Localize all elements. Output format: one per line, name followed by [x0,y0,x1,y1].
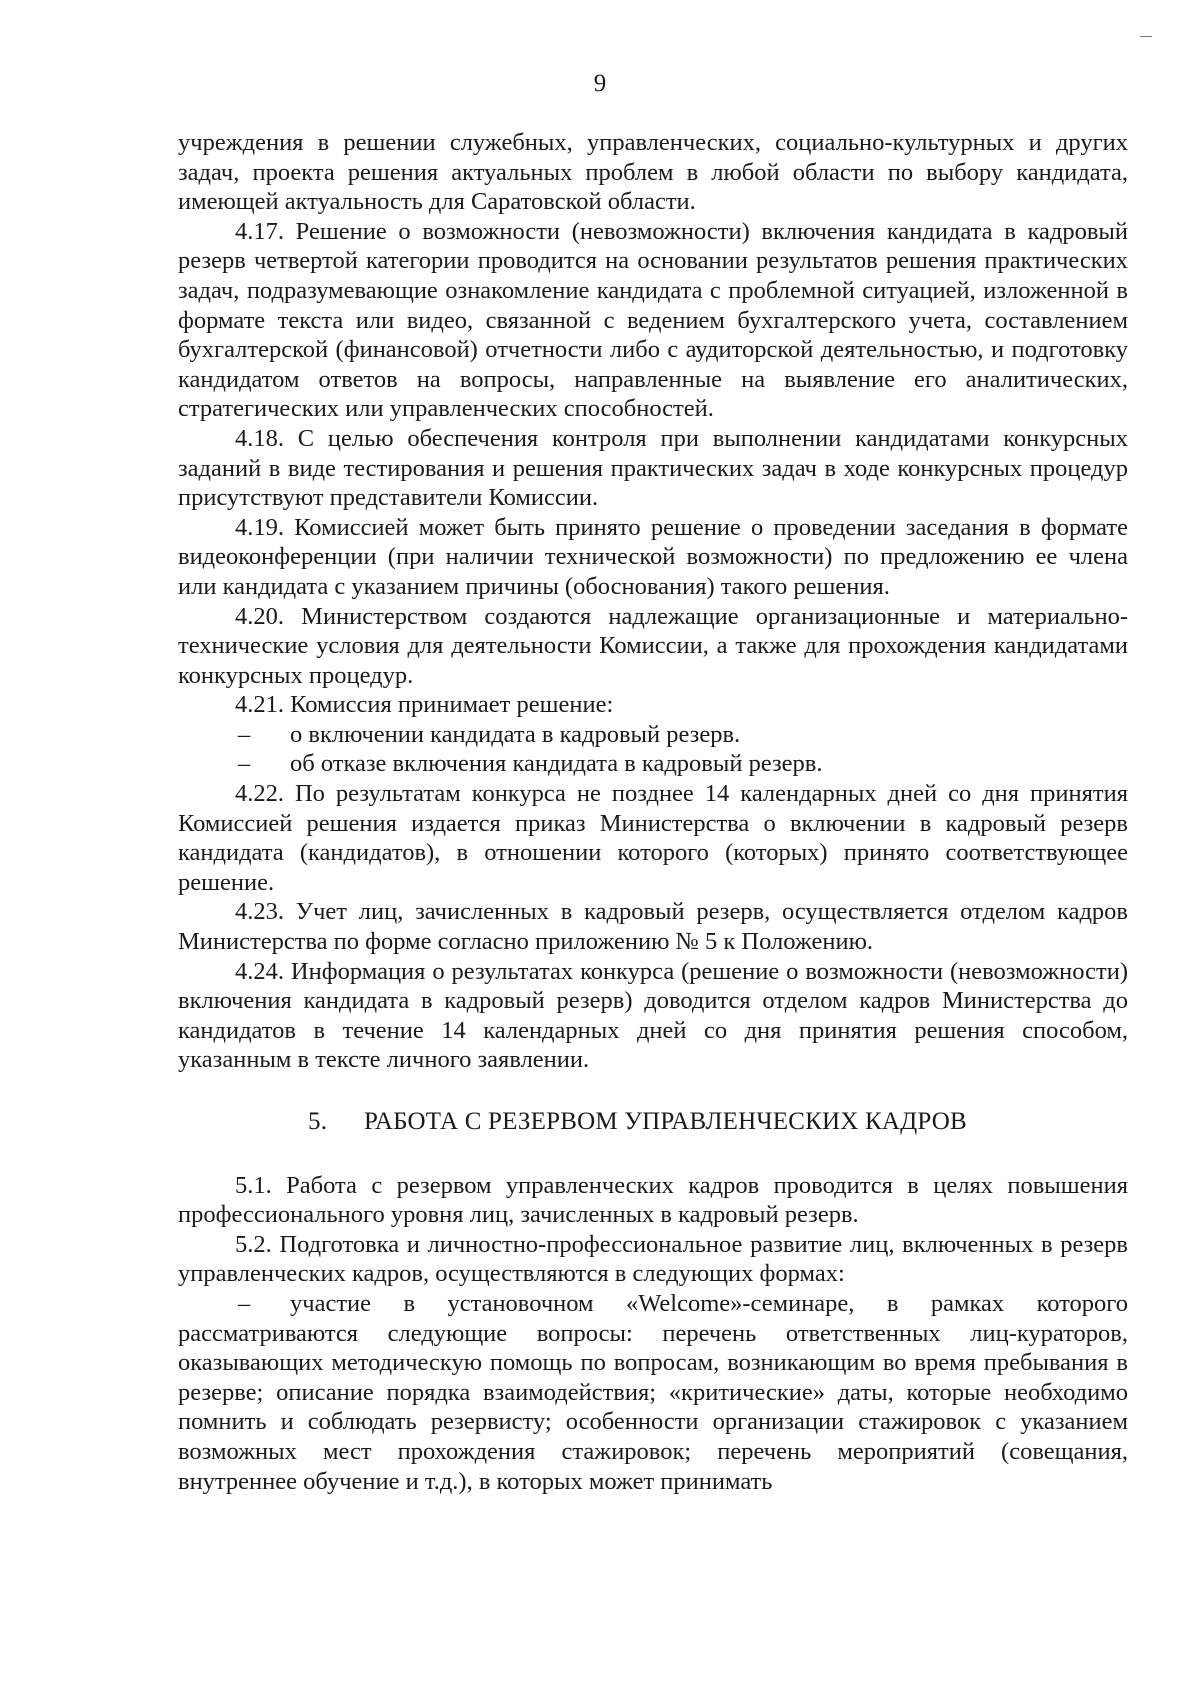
section-number: 5. [308,1108,328,1135]
paragraph-continuation: учреждения в решении служебных, управленческих, социально-культурных и других задач, проекта решения актуальных проблем в любой области по выбору кандидата, имеющей актуальность для Саратовской области. [178,129,1128,216]
list-item-text: участие в установочном «Welcome»-семинаре, в рамках которого рассматриваются следующие вопросы: перечень ответственных лиц-кураторов, оказывающих методическую помощь по вопросам, возникающим во время пребывания в резерве; описание порядка взаимодействия; «критические» даты, которые необходимо помнить и соблюдать резервисту; особенности организации стажировок с указанием возможных мест прохождения стажировок; перечень мероприятий (совещания, внутреннее обучение и т.д.), в которых может принимать [178,1289,1128,1495]
dash-bullet: – [238,750,251,778]
paragraph-4-18: 4.18. С целью обеспечения контроля при выполнении кандидатами конкурсных заданий в виде тестирования и решения практических задач в ходе конкурсных процедур присутствуют представители Комиссии. [178,424,1128,512]
dash-bullet: – [238,720,251,748]
list-item [178,749,1128,779]
paragraph-4-24: 4.24. Информация о результатах конкурса (решение о возможности (невозможности) включения кандидата в кадровый резерв) доводится отделом кадров Министерства до кандидатов в течение 14 календарных дней со дня принятия решения способом, указанным в тексте личного заявлении. [178,957,1128,1074]
paragraph-4-23: 4.23. Учет лиц, зачисленных в кадровый резерв, осуществляется отделом кадров Министерства по форме согласно приложению № 5 к Положению. [178,898,1128,956]
paragraph-4-20: 4.20. Министерством создаются надлежащие организационные и материально-технические условия для деятельности Комиссии, а также для прохождения кандидатами конкурсных процедур. [178,602,1128,689]
dash-bullet: – [238,1289,251,1317]
scan-corner-mark [1140,36,1152,37]
list-item-text: о включении кандидата в кадровый резерв. [290,720,741,748]
paragraph-5-2: 5.2. Подготовка и личностно-профессиональное развитие лиц, включенных в резерв управленческих кадров, осуществляются в следующих формах: [178,1230,1128,1288]
section-title: РАБОТА С РЕЗЕРВОМ УПРАВЛЕНЧЕСКИХ КАДРОВ [364,1108,967,1135]
list-item-text: об отказе включения кандидата в кадровый резерв. [290,750,823,778]
section-heading [178,1107,1128,1137]
list-item [178,720,1128,750]
page-number: 9 [593,70,607,97]
paragraph-5-1: 5.1. Работа с резервом управленческих кадров проводится в целях повышения профессионального уровня лиц, зачисленных в кадровый резерв. [178,1171,1128,1229]
document-body [178,128,1128,1496]
paragraph-4-22: 4.22. По результатам конкурса не позднее 14 календарных дней со дня принятия Комиссией решения издается приказ Министерства о включении в кадровый резерв кандидата (кандидатов), в отношении которого (которых) принято соответствующее решение. [178,780,1128,896]
paragraph-4-21: 4.21. Комиссия принимает решение: [235,691,614,719]
paragraph-4-19: 4.19. Комиссией может быть принято решение о проведении заседания в формате видеоконференции (при наличии технической возможности) по предложению ее члена или кандидата с указанием причины (обоснования) такого решения. [178,513,1128,600]
paragraph-4-17: 4.17. Решение о возможности (невозможности) включения кандидата в кадровый резерв четвертой категории проводится на основании результатов решения практических задач, подразумевающие ознакомление кандидата с проблемной ситуацией, изложенной в формате текста или видео, связанной с ведением бухгалтерского учета, составлением бухгалтерской (финансовой) отчетности либо с аудиторской деятельностью, и подготовку кандидатом ответов на вопросы, направленные на выявление его аналитических, стратегических или управленческих способностей. [178,217,1128,423]
list-item-welcome [178,1289,1128,1496]
